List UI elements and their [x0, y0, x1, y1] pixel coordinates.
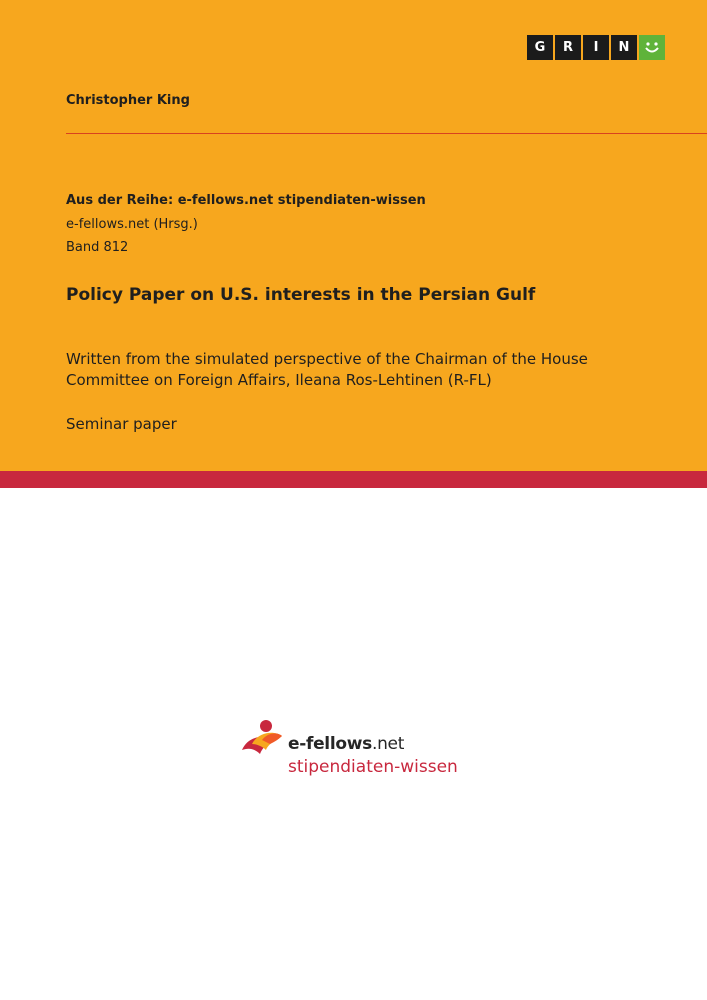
e-fellows-name-bold: e-fellows	[288, 734, 372, 754]
red-band	[0, 471, 707, 488]
grin-letter-r: R	[555, 35, 581, 60]
divider	[66, 133, 707, 134]
e-fellows-name	[288, 734, 404, 754]
author-name: Christopher King	[66, 93, 190, 108]
cover-panel	[0, 0, 707, 471]
e-fellows-tagline: stipendiaten-wissen	[288, 757, 458, 777]
grin-logo	[527, 35, 665, 60]
document-type: Seminar paper	[66, 415, 177, 433]
document-title: Policy Paper on U.S. interests in the Persian Gulf	[66, 285, 536, 305]
smile-icon	[639, 35, 665, 60]
grin-letter-g: G	[527, 35, 553, 60]
band-number: Band 812	[66, 240, 129, 255]
series-line: Aus der Reihe: e-fellows.net stipendiaten-wissen	[66, 193, 426, 208]
grin-letter-n: N	[611, 35, 637, 60]
grin-letter-i: I	[583, 35, 609, 60]
document-subtitle: Written from the simulated perspective of the Chairman of the House Committee on Foreign Affairs, Ileana Ros-Lehtinen (R-FL)	[66, 350, 588, 389]
e-fellows-name-light: .net	[371, 734, 405, 754]
editor-line: e-fellows.net (Hrsg.)	[66, 217, 198, 232]
